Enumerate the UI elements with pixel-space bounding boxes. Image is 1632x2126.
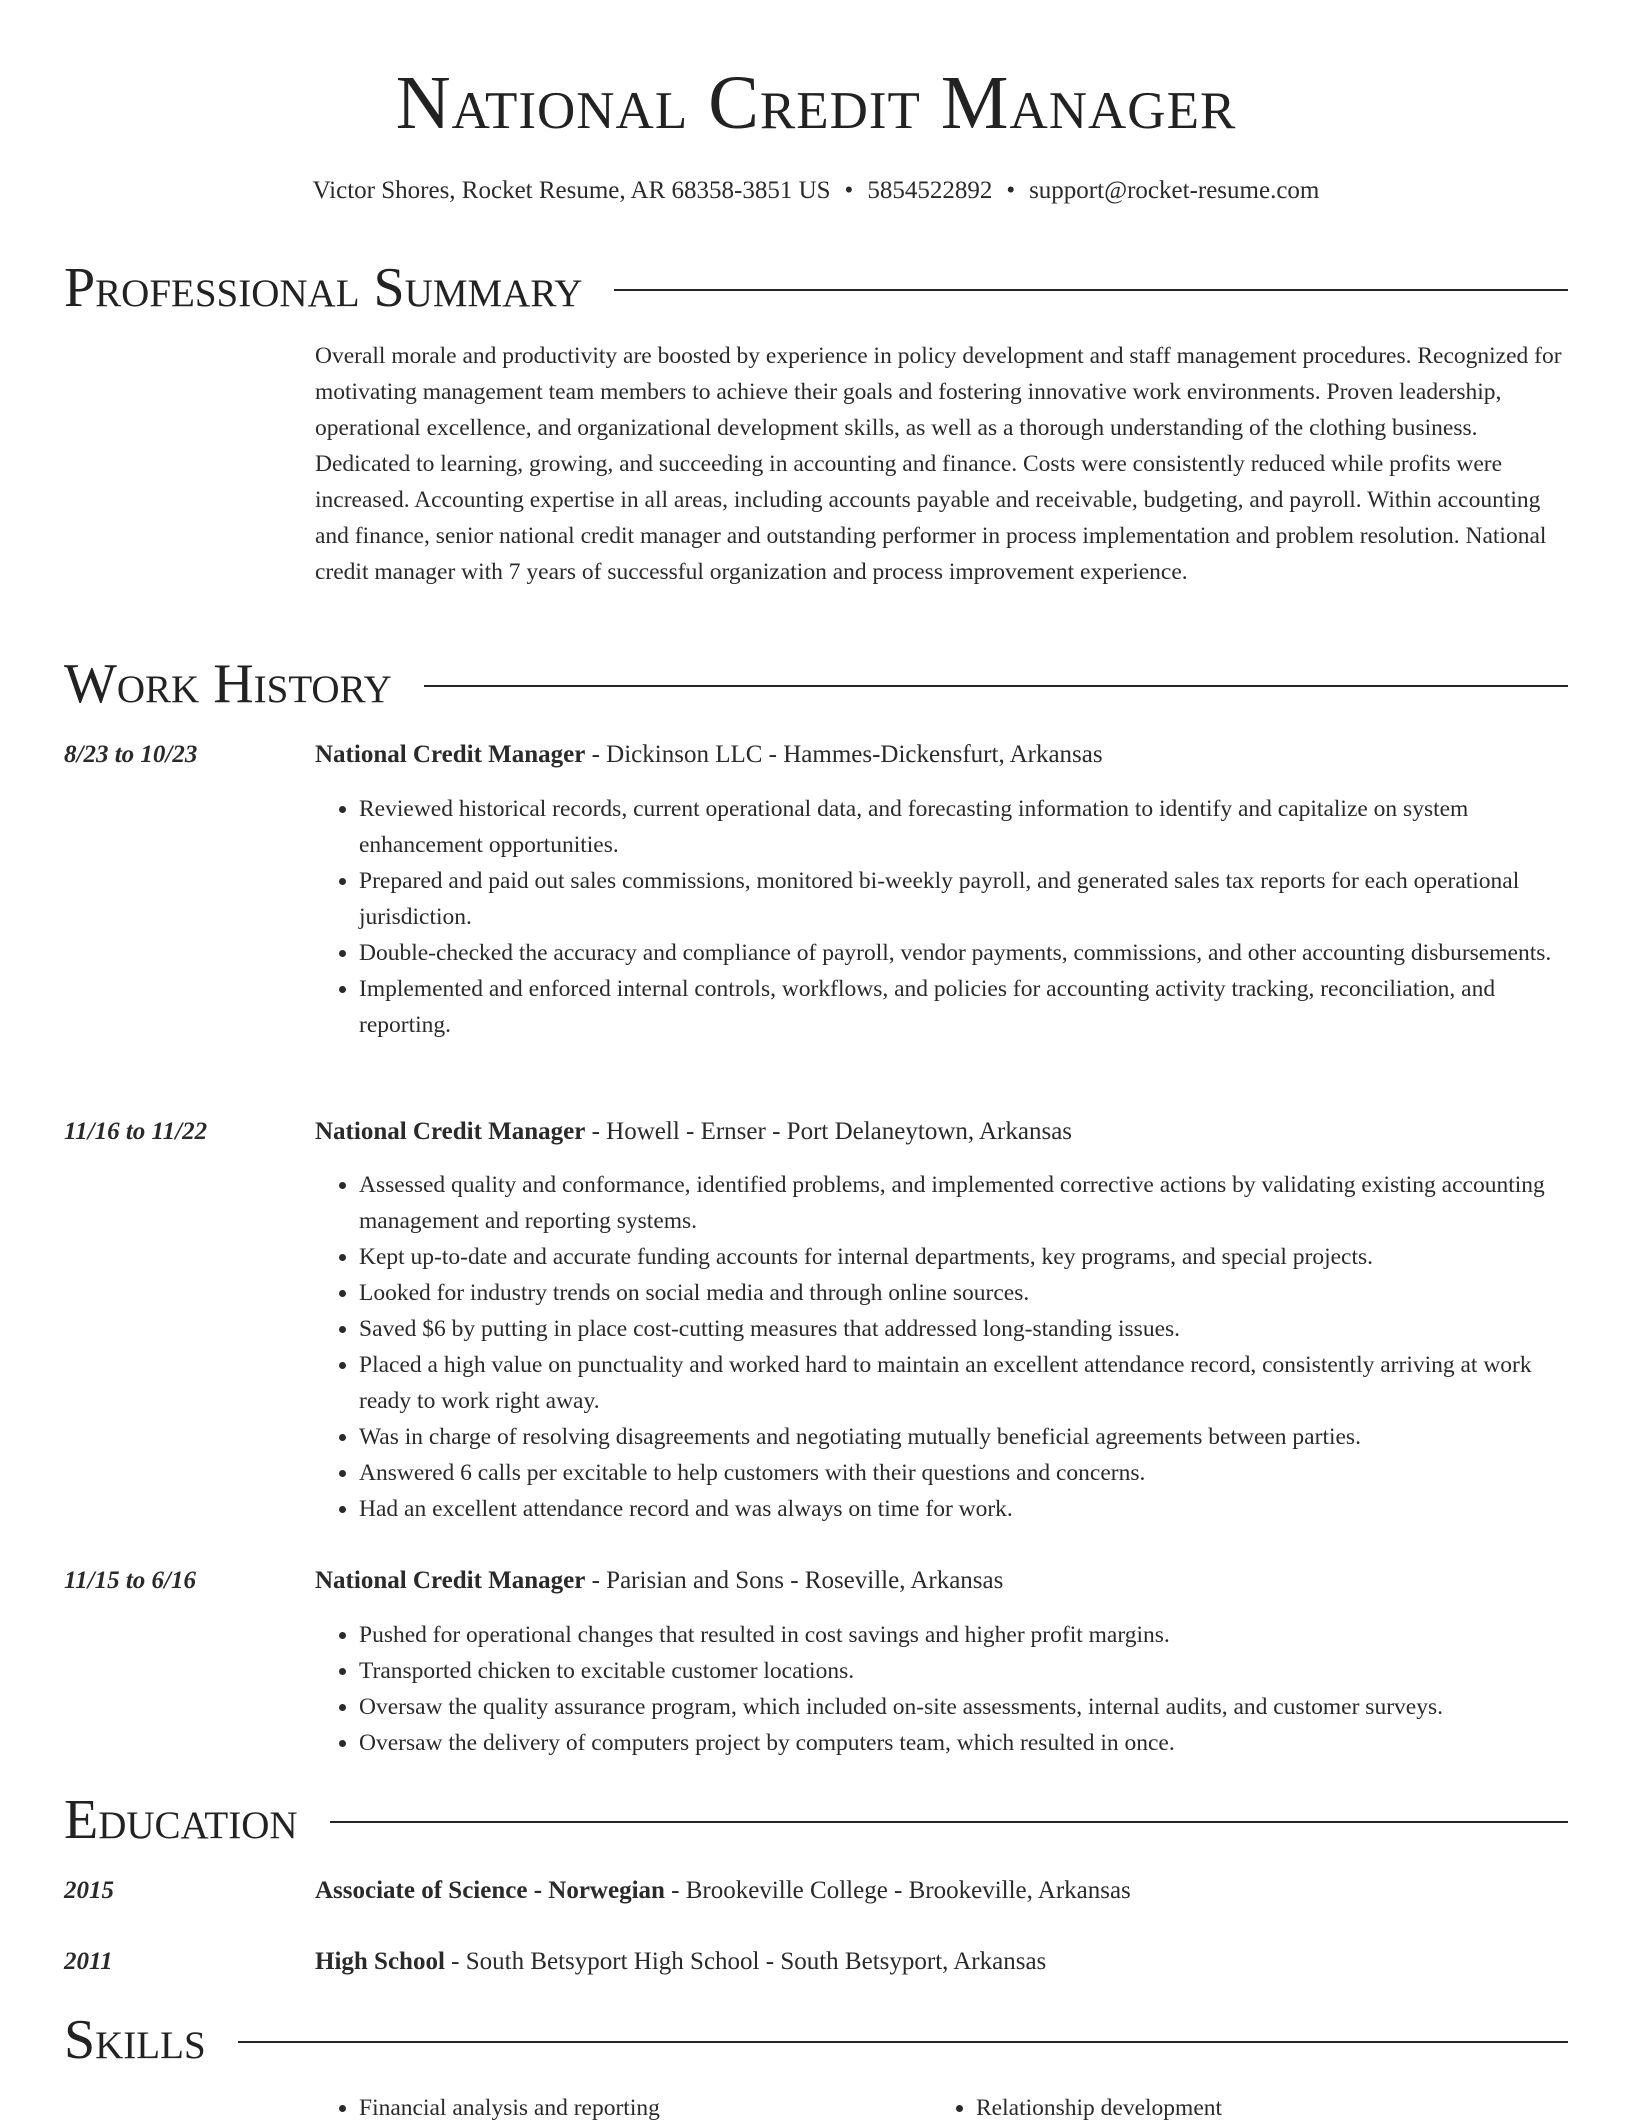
job-title-line (315, 1115, 1568, 1149)
list-item: • Looked for industry trends on social media and through online sources. (359, 1275, 1568, 1311)
section-rule (614, 289, 1568, 291)
list-item: • Transported chicken to excitable customer locations. (359, 1653, 1568, 1689)
section-title: Work History (64, 653, 392, 715)
list-item: • Implemented and enforced internal controls, workflows, and policies for accounting activity tracking, reconciliation, and reporting. (359, 971, 1568, 1043)
section-heading-work-history (64, 652, 1568, 716)
contact-line (0, 175, 1632, 207)
list-item: • Placed a high value on punctuality and worked hard to maintain an excellent attendance record, consistently arriving at work ready to work right away. (359, 1347, 1568, 1419)
list-item: • Was in charge of resolving disagreements and negotiating mutually beneficial agreements between parties. (359, 1419, 1568, 1455)
job-bullets (315, 1617, 1568, 1761)
job-employer: - Dickinson LLC - Hammes-Dickensfurt, Arkansas (585, 741, 1103, 768)
section-title: Education (64, 1789, 298, 1851)
contact-phone: 5854522892 (867, 177, 993, 204)
skill-item: • Financial analysis and reporting (359, 2090, 915, 2126)
job-title-line (315, 738, 1568, 772)
education-line (315, 1874, 1568, 1908)
resume-title: National Credit Manager (395, 61, 1237, 145)
education-school: - Brookeville College - Brookeville, Arkansas (664, 1877, 1131, 1904)
education-degree: Associate of Science - Norwegian (315, 1877, 665, 1904)
list-item: • Assessed quality and conformance, identified problems, and implemented corrective actions by validating existing accounting management and reporting systems. (359, 1167, 1568, 1239)
job-title: National Credit Manager (315, 1118, 586, 1145)
section-rule (424, 685, 1568, 687)
section-heading-skills (64, 2008, 1568, 2072)
list-item: • Oversaw the quality assurance program, which included on-site assessments, internal audits, and customer surveys. (359, 1689, 1568, 1725)
section-rule (238, 2041, 1568, 2043)
education-year: 2015 (64, 1877, 114, 1904)
contact-separator: • (844, 177, 854, 204)
section-title: Skills (64, 2009, 206, 2071)
list-item: • Oversaw the delivery of computers project by computers team, which resulted in once. (359, 1725, 1568, 1761)
job-employer: - Howell - Ernser - Port Delaneytown, Arkansas (585, 1118, 1073, 1145)
education-school: - South Betsyport High School - South Betsyport, Arkansas (444, 1948, 1047, 1975)
list-item: • Prepared and paid out sales commissions, monitored bi-weekly payroll, and generated sales tax reports for each operational jurisdiction. (359, 863, 1568, 935)
section-heading-education (64, 1788, 1568, 1852)
education-year: 2011 (64, 1948, 113, 1975)
job-title: National Credit Manager (315, 1567, 586, 1594)
education-degree: High School (315, 1948, 445, 1975)
list-item: • Double-checked the accuracy and compliance of payroll, vendor payments, commissions, and other accounting disbursements. (359, 935, 1568, 971)
list-item: • Had an excellent attendance record and was always on time for work. (359, 1491, 1568, 1527)
summary-text: Overall morale and productivity are boosted by experience in policy development and staff management procedures. Recognized for motivating management team members to achieve their goals and fostering innovative work environments. Proven leadership, operational excellence, and organizational development skills, as well as a thorough understanding of the clothing business. Dedicated to learning, growing, and succeeding in accounting and finance. Costs were consistently reduced while profits were increased. Accounting expertise in all areas, including accounts payable and receivable, budgeting, and payroll. Within accounting and finance, senior national credit manager and outstanding performer in process implementation and problem resolution. National credit manager with 7 years of successful organization and process improvement experience. (315, 343, 1562, 585)
job-employer: - Parisian and Sons - Roseville, Arkansas (585, 1567, 1004, 1594)
list-item: • Reviewed historical records, current operational data, and forecasting information to identify and capitalize on system enhancement opportunities. (359, 791, 1568, 863)
education-line (315, 1945, 1568, 1979)
job-title: National Credit Manager (315, 741, 586, 768)
skill-item: • Relationship development (976, 2090, 1532, 2126)
job-bullets (315, 791, 1568, 1043)
section-heading-summary (64, 256, 1568, 320)
skills-list-left (315, 2090, 915, 2126)
section-rule (330, 1821, 1568, 1823)
job-dates: 11/16 to 11/22 (64, 1118, 208, 1145)
contact-address: Victor Shores, Rocket Resume, AR 68358-3851 US (312, 177, 831, 204)
job-bullets (315, 1167, 1568, 1527)
list-item: • Saved $6 by putting in place cost-cutting measures that addressed long-standing issues. (359, 1311, 1568, 1347)
job-dates: 11/15 to 6/16 (64, 1567, 196, 1594)
section-title: Professional Summary (64, 257, 583, 319)
job-dates: 8/23 to 10/23 (64, 741, 198, 768)
skills-list-right (932, 2090, 1532, 2126)
list-item: • Kept up-to-date and accurate funding accounts for internal departments, key programs, and special projects. (359, 1239, 1568, 1275)
list-item: • Answered 6 calls per excitable to help customers with their questions and concerns. (359, 1455, 1568, 1491)
list-item: • Pushed for operational changes that resulted in cost savings and higher profit margins. (359, 1617, 1568, 1653)
contact-separator: • (1006, 177, 1016, 204)
job-title-line (315, 1564, 1568, 1598)
contact-email: support@rocket-resume.com (1029, 177, 1320, 204)
